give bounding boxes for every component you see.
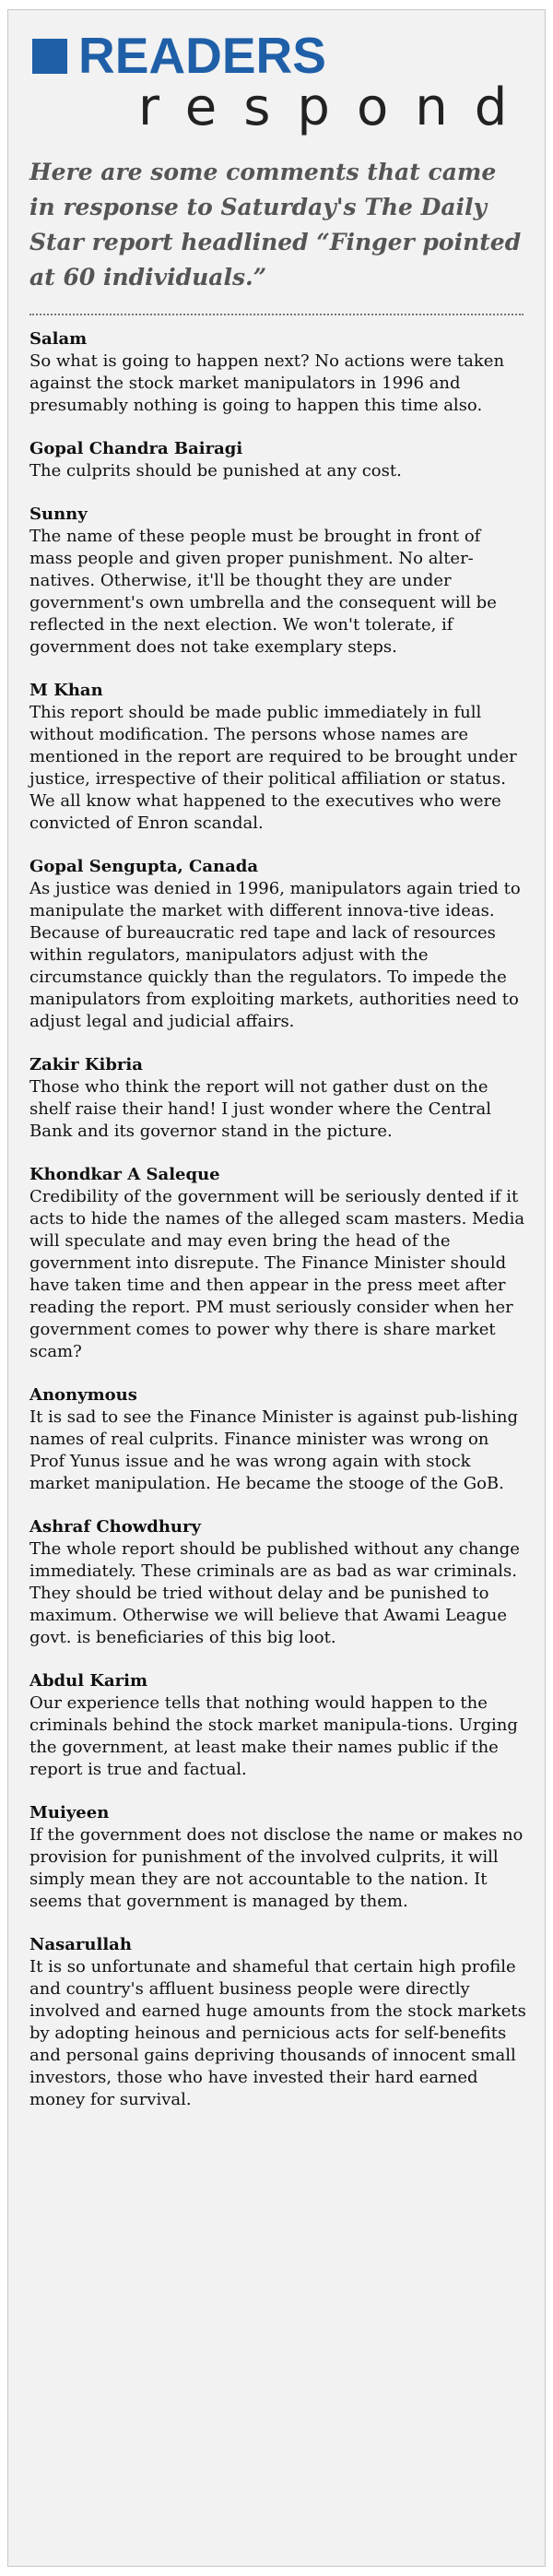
comment-text: Our experience tells that nothing would happen to the criminals behind the stock market manipula-tions. Urging the government, at least make their names public if the report is true and factual. [29, 1693, 518, 1779]
comment-author: Gopal Chandra Bairagi [29, 439, 243, 458]
comment-text: The name of these people must be brought in front of mass people and given proper punishment. No alter-natives. Otherwise, it'll be thought they are under government's own umbrella and the consequent will be reflected in the next election. We won't tolerate, if government does not take exemplary steps. [29, 527, 497, 657]
comment-item [29, 856, 527, 1033]
masthead-subtitle: respond [138, 77, 535, 137]
comment-item [29, 328, 527, 417]
comment-item [29, 504, 527, 659]
masthead [28, 27, 535, 148]
comment-author: Muiyeen [29, 1803, 110, 1822]
comment-item [29, 1054, 527, 1143]
comment-text: As justice was denied in 1996, manipulators again tried to manipulate the market with different innova-tive ideas. Because of bureaucratic red tape and lack of resources within regulators, manipulators adjust with the circumstance quickly than the regulators. To impede the manipulators from exploiting markets, authorities need to adjust legal and judicial affairs. [29, 879, 521, 1031]
comment-item [29, 1802, 527, 1913]
divider [29, 314, 524, 315]
comment-item [29, 1516, 527, 1649]
comment-author: Anonymous [29, 1385, 137, 1405]
masthead-title: READERS [78, 27, 326, 84]
comment-text: The whole report should be published without any change immediately. These criminals are as bad as war criminals. They should be tried without delay and be punished to maximum. Otherwise we will believe that Awami League govt. is beneficiaries of this big loot. [29, 1539, 520, 1647]
comment-author: Gopal Sengupta, Canada [29, 857, 259, 876]
comment-text: It is sad to see the Finance Minister is against pub-lishing names of real culprits. Finance minister was wrong on Prof Yunus issue and he was wrong again with stock market manipulation. He became the stooge of the GoB. [29, 1407, 519, 1493]
comment-author: Ashraf Chowdhury [29, 1517, 201, 1537]
comment-author: Abdul Karim [29, 1671, 148, 1691]
comment-author: M Khan [29, 681, 103, 700]
comment-item [29, 1384, 527, 1495]
comment-text: Those who think the report will not gather dust on the shelf raise their hand! I just wonder where the Central Bank and its governor stand in the picture. [29, 1077, 491, 1141]
comment-author: Zakir Kibria [29, 1055, 143, 1074]
comment-text: If the government does not disclose the name or makes no provision for punishment of the involved culprits, it will simply mean they are not accountable to the nation. It seems that government is managed by them. [29, 1825, 524, 1911]
comment-item [29, 1670, 527, 1781]
comment-text: So what is going to happen next? No actions were taken against the stock market manipulators in 1996 and presumably nothing is going to happen this time also. [29, 351, 505, 415]
comment-author: Sunny [29, 505, 88, 524]
comments-list [29, 328, 527, 2132]
comment-author: Khondkar A Saleque [29, 1165, 220, 1184]
comment-item [29, 680, 527, 835]
comment-item [29, 1164, 527, 1363]
comment-author: Nasarullah [29, 1935, 132, 1954]
masthead-square-icon [32, 39, 67, 74]
comment-item [29, 1934, 527, 2111]
intro-text: Here are some comments that came in response to Saturday's The Daily Star report headlined “Finger pointed at 60 individuals.” [29, 159, 522, 291]
comment-text: It is so unfortunate and shameful that certain high profile and country's affluent business people were directly involved and earned huge amounts from the stock markets by adopting heinous and pernicious acts for self-benefits and personal gains depriving thousands of innocent small investors, those who have invested their hard earned money for survival. [29, 1957, 526, 2109]
comment-text: This report should be made public immediately in full without modification. The persons whose names are mentioned in the report are required to be brought under justice, irrespective of their political affiliation or status. We all know what happened to the executives who were convicted of Enron scandal. [29, 703, 517, 833]
comment-item [29, 438, 527, 482]
comment-text: Credibility of the government will be seriously dented if it acts to hide the names of the alleged scam masters. Media will speculate and may even bring the head of the government into disrepute. The Finance Minister should have taken time and then appear in the press meet after reading the report. PM must seriously consider when her government comes to power why there is share market scam? [29, 1187, 525, 1361]
comment-author: Salam [29, 329, 88, 349]
comment-text: The culprits should be punished at any cost. [29, 461, 402, 481]
